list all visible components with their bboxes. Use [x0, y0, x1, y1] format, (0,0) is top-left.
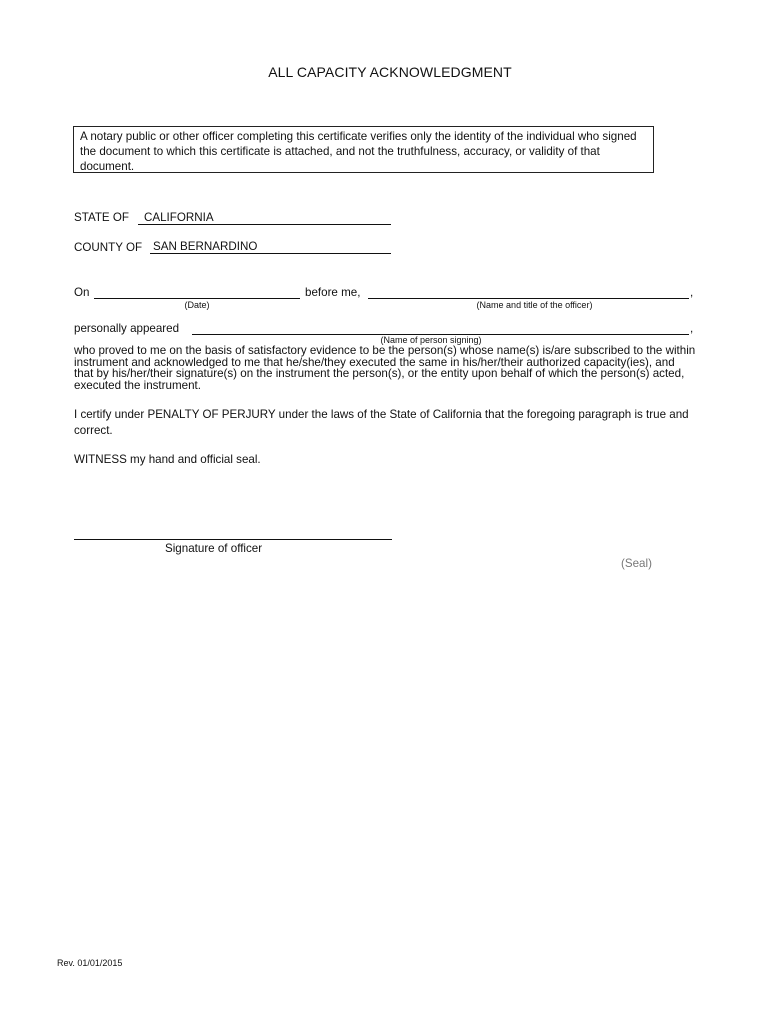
notice-box: A notary public or other officer completing this certificate verifies only the identity of the individual who signed the document to which this certificate is attached, and not the truthfulness, accuracy, or validity of that document. [73, 126, 654, 173]
signature-field[interactable] [74, 539, 392, 540]
seal-label: (Seal) [621, 557, 652, 570]
state-field[interactable]: CALIFORNIA [144, 211, 214, 224]
signer-caption: (Name of person signing) [380, 335, 482, 345]
date-field[interactable] [94, 298, 300, 299]
personally-appeared-label: personally appeared [74, 322, 180, 335]
county-field[interactable]: SAN BERNARDINO [153, 240, 258, 253]
before-me-label: before me, [305, 286, 361, 299]
perjury-paragraph: I certify under PENALTY OF PERJURY under the laws of the State of California that the foregoing paragraph is true and correct. [74, 408, 689, 437]
state-label: STATE OF [74, 211, 129, 224]
county-label: COUNTY OF [74, 241, 143, 254]
document-title: ALL CAPACITY ACKNOWLEDGMENT [268, 64, 512, 80]
revision-date: Rev. 01/01/2015 [57, 958, 123, 968]
officer-name-field[interactable] [368, 298, 689, 299]
date-caption: (Date) [184, 300, 210, 310]
comma-1: , [690, 286, 694, 299]
proof-paragraph: who proved to me on the basis of satisfactory evidence to be the person(s) whose name(s) is/are subscribed to the within instrument and acknowledged to me that he/she/they executed the same in his/her/their authorized capacity(ies), and that by his/her/their signature(s) on the instrument the person(s), or the entity upon behalf of which the person(s) acted, executed the instrument. [74, 344, 696, 392]
state-underline [138, 224, 391, 225]
on-label: On [74, 286, 90, 299]
signature-caption: Signature of officer [165, 542, 263, 555]
county-underline [150, 253, 391, 254]
officer-caption: (Name and title of the officer) [476, 300, 593, 310]
comma-2: , [690, 322, 694, 335]
witness-text: WITNESS my hand and official seal. [74, 453, 261, 466]
